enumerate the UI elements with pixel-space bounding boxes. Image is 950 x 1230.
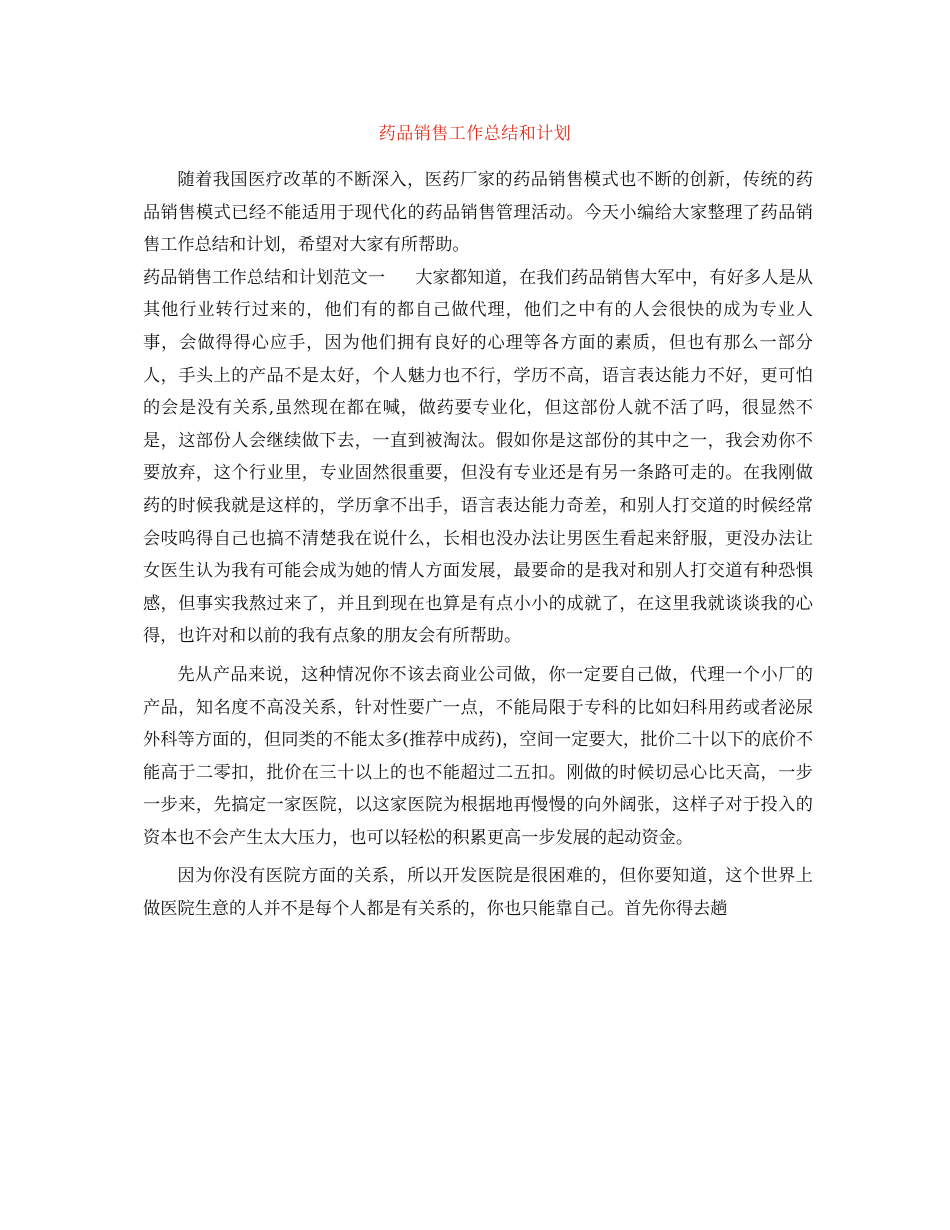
section-body-text: 大家都知道，在我们药品销售大军中，有好多人是从其他行业转行过来的，他们有的都自己做代理，他们之中有的人会很快的成为专业人事，会做得得心应手，因为他们拥有良好的心理等各方面的素质，但也有那么一部分人，手头上的产品不是太好，个人魅力也不行，学历不高，语言表达能力不好，更可怕的会是没有关系,虽然现在都在喊，做药要专业化，但这部份人就不活了吗，很显然不是，这部份人会继续做下去，一直到被淘汰。假如你是这部份的其中之一，我会劝你不要放弃，这个行业里，专业固然很重要，但没有专业还是有另一条路可走的。在我刚做药的时候我就是这样的，学历拿不出手，语言表达能力奇差，和别人打交道的时候经常会吱呜得自己也搞不清楚我在说什么，长相也没办法让男医生看起来舒服，更没办法让女医生认为我有可能会成为她的情人方面发展，最要命的是我对和别人打交道有种恐惧感，但事实我熬过来了，并且到现在也算是有点小小的成就了，在这里我就谈谈我的心得，也许对和以前的我有点象的朋友会有所帮助。 [143,267,813,647]
product-paragraph: 先从产品来说，这种情况你不该去商业公司做，你一定要自己做，代理一个小厂的产品，知名度不高没关系，针对性要广一点，不能局限于专科的比如妇科用药或者泌尿外科等方面的，但同类的不能太多(推荐中成药)，空间一定要大，批价二十以下的底价不能高于二零扣，批价在三十以上的也不能超过二五扣。刚做的时候切忌心比天高，一步一步来，先搞定一家医院，以这家医院为根据地再慢慢的向外阔张，这样子对于投入的资本也不会产生太大压力，也可以轻松的积累更高一步发展的起动资金。 [143,664,813,848]
section-paragraph [143,262,813,653]
hospital-paragraph: 因为你没有医院方面的关系，所以开发医院是很困难的，但你要知道，这个世界上做医院生意的人并不是每个人都是有关系的，你也只能靠自己。首先你得去趟 [143,866,813,920]
section-heading: 药品销售工作总结和计划范文一 [143,267,386,288]
document-body [143,164,813,926]
document-title: 药品销售工作总结和计划 [378,124,572,144]
intro-paragraph: 随着我国医疗改革的不断深入，医药厂家的药品销售模式也不断的创新，传统的药品销售模式已经不能适用于现代化的药品销售管理活动。今天小编给大家整理了药品销售工作总结和计划，希望对大家有所帮助。 [143,170,813,256]
